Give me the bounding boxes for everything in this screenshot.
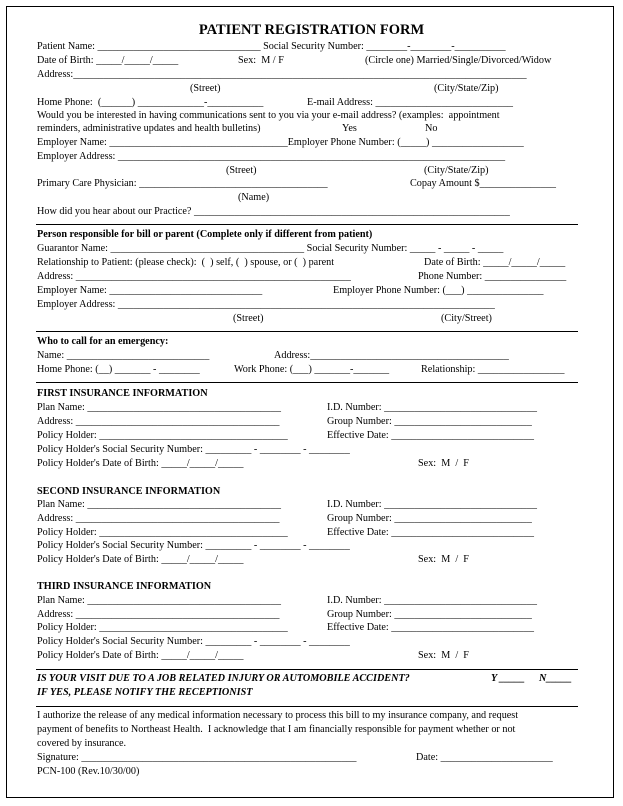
form-code: PCN-100 (Rev.10/30/00) [37,766,140,777]
policy-holder-sex-field[interactable]: Sex: M / F [418,554,469,565]
guarantor-dob-field[interactable]: Date of Birth: _____/_____/_____ [424,257,566,268]
policy-holder-ssn-field[interactable]: Policy Holder's Social Security Number: _________ - ________ - ________ [37,636,350,647]
insurance-address-field[interactable]: Address: ________________________________________ [37,513,280,524]
injury-no-field[interactable]: N_____ [539,673,572,684]
guarantor-address-field[interactable]: Address: ______________________________________________________ [37,271,351,282]
email-comm-question: Would you be interested in having communications sent to you via your e-mail address? (examples: appointment [37,110,500,121]
section-divider [36,706,578,707]
email-field[interactable]: E-mail Address: ___________________________ [307,97,514,108]
date-field[interactable]: Date: ______________________ [416,752,553,763]
insurance-heading: SECOND INSURANCE INFORMATION [37,486,221,497]
plan-name-field[interactable]: Plan Name: ______________________________________ [37,402,281,413]
authorization-text-line2: payment of benefits to Northeast Health. I acknowledge that I am financially responsible for payment whether or not [37,724,516,735]
email-comm-yes-option[interactable]: Yes [342,123,357,134]
guarantor-employer-address-field[interactable]: Employer Address: __________________________________________________________________________ [37,299,495,310]
effective-date-field[interactable]: Effective Date: ____________________________ [327,527,534,538]
id-number-field[interactable]: I.D. Number: ______________________________ [327,402,537,413]
insurance-heading: THIRD INSURANCE INFORMATION [37,581,212,592]
emergency-work-phone-field[interactable]: Work Phone: (___) _______-_______ [234,364,390,375]
patient-name-field[interactable]: Patient Name: ________________________________ Social Security Number: ________-________-__________ [37,41,506,52]
form-title: PATIENT REGISTRATION FORM [198,22,425,38]
authorization-text-line3: covered by insurance. [37,738,127,749]
city-street-label: (City/Street) [441,313,492,324]
emergency-relationship-field[interactable]: Relationship: _________________ [421,364,565,375]
section-divider [36,382,578,383]
insurance-address-field[interactable]: Address: ________________________________________ [37,609,280,620]
email-comm-question-cont: reminders, administrative updates and health bulletins) [37,123,261,134]
copay-amount-field[interactable]: Copay Amount $_______________ [410,178,557,189]
insurance-address-field[interactable]: Address: ________________________________________ [37,416,280,427]
guarantor-name-field[interactable]: Guarantor Name: ______________________________________ Social Security Number: _____ - _____ - _____ [37,243,504,254]
signature-field[interactable]: Signature: ______________________________________________________ [37,752,357,763]
email-comm-no-option[interactable]: No [425,123,438,134]
name-label: (Name) [238,192,270,203]
effective-date-field[interactable]: Effective Date: ____________________________ [327,430,534,441]
emergency-home-phone-field[interactable]: Home Phone: (__) _______ - ________ [37,364,200,375]
policy-holder-field[interactable]: Policy Holder: _____________________________________ [37,527,288,538]
patient-dob-field[interactable]: Date of Birth: _____/_____/_____ [37,55,179,66]
notify-receptionist-note: IF YES, PLEASE NOTIFY THE RECEPTIONIST [37,687,253,698]
policy-holder-dob-field[interactable]: Policy Holder's Date of Birth: _____/_____/_____ [37,554,244,565]
guarantor-employer-field[interactable]: Employer Name: ______________________________ [37,285,263,296]
injury-yes-field[interactable]: Y _____ [491,673,525,684]
effective-date-field[interactable]: Effective Date: ____________________________ [327,622,534,633]
guarantor-heading: Person responsible for bill or parent (Complete only if different from patient) [37,229,373,240]
policy-holder-sex-field[interactable]: Sex: M / F [418,650,469,661]
policy-holder-field[interactable]: Policy Holder: _____________________________________ [37,622,288,633]
group-number-field[interactable]: Group Number: ___________________________ [327,416,532,427]
primary-care-physician-field[interactable]: Primary Care Physician: _____________________________________ [37,178,328,189]
section-divider [36,224,578,225]
policy-holder-ssn-field[interactable]: Policy Holder's Social Security Number: _________ - ________ - ________ [37,540,350,551]
insurance-heading: FIRST INSURANCE INFORMATION [37,388,208,399]
authorization-text-line1: I authorize the release of any medical information necessary to process this bill to my insurance company, and request [37,710,519,721]
street-label: (Street) [226,165,257,176]
employer-address-field[interactable]: Employer Address: ____________________________________________________________________________ [37,151,506,162]
section-divider [36,669,578,670]
emergency-address-field[interactable]: Address:_______________________________________ [274,350,509,361]
id-number-field[interactable]: I.D. Number: ______________________________ [327,595,537,606]
guarantor-employer-phone-field[interactable]: Employer Phone Number: (___) _______________ [333,285,544,296]
id-number-field[interactable]: I.D. Number: ______________________________ [327,499,537,510]
policy-holder-dob-field[interactable]: Policy Holder's Date of Birth: _____/_____/_____ [37,650,244,661]
policy-holder-dob-field[interactable]: Policy Holder's Date of Birth: _____/_____/_____ [37,458,244,469]
policy-holder-ssn-field[interactable]: Policy Holder's Social Security Number: _________ - ________ - ________ [37,444,350,455]
marital-status-field[interactable]: (Circle one) Married/Single/Divorced/Widow [365,55,552,66]
emergency-heading: Who to call for an emergency: [37,336,169,347]
plan-name-field[interactable]: Plan Name: ______________________________________ [37,499,281,510]
group-number-field[interactable]: Group Number: ___________________________ [327,513,532,524]
plan-name-field[interactable]: Plan Name: ______________________________________ [37,595,281,606]
street-label: (Street) [190,83,221,94]
city-state-zip-label: (City/State/Zip) [424,165,489,176]
referral-source-field[interactable]: How did you hear about our Practice? ______________________________________________________________ [37,206,510,217]
group-number-field[interactable]: Group Number: ___________________________ [327,609,532,620]
injury-question: IS YOUR VISIT DUE TO A JOB RELATED INJURY OR AUTOMOBILE ACCIDENT? [37,673,410,684]
policy-holder-sex-field[interactable]: Sex: M / F [418,458,469,469]
relationship-to-patient-field[interactable]: Relationship to Patient: (please check): ( ) self, ( ) spouse, or ( ) parent [37,257,335,268]
home-phone-field[interactable]: Home Phone: (______) _____________-___________ [37,97,264,108]
street-label: (Street) [233,313,264,324]
patient-address-field[interactable]: Address:_________________________________________________________________________________________ [37,69,527,80]
patient-sex-field[interactable]: Sex: M / F [238,55,284,66]
emergency-name-field[interactable]: Name: ____________________________ [37,350,210,361]
section-divider [36,331,578,332]
city-state-zip-label: (City/State/Zip) [434,83,499,94]
policy-holder-field[interactable]: Policy Holder: _____________________________________ [37,430,288,441]
employer-field[interactable]: Employer Name: ___________________________________Employer Phone Number: (_____) __________________ [37,137,524,148]
guarantor-phone-field[interactable]: Phone Number: ________________ [418,271,567,282]
